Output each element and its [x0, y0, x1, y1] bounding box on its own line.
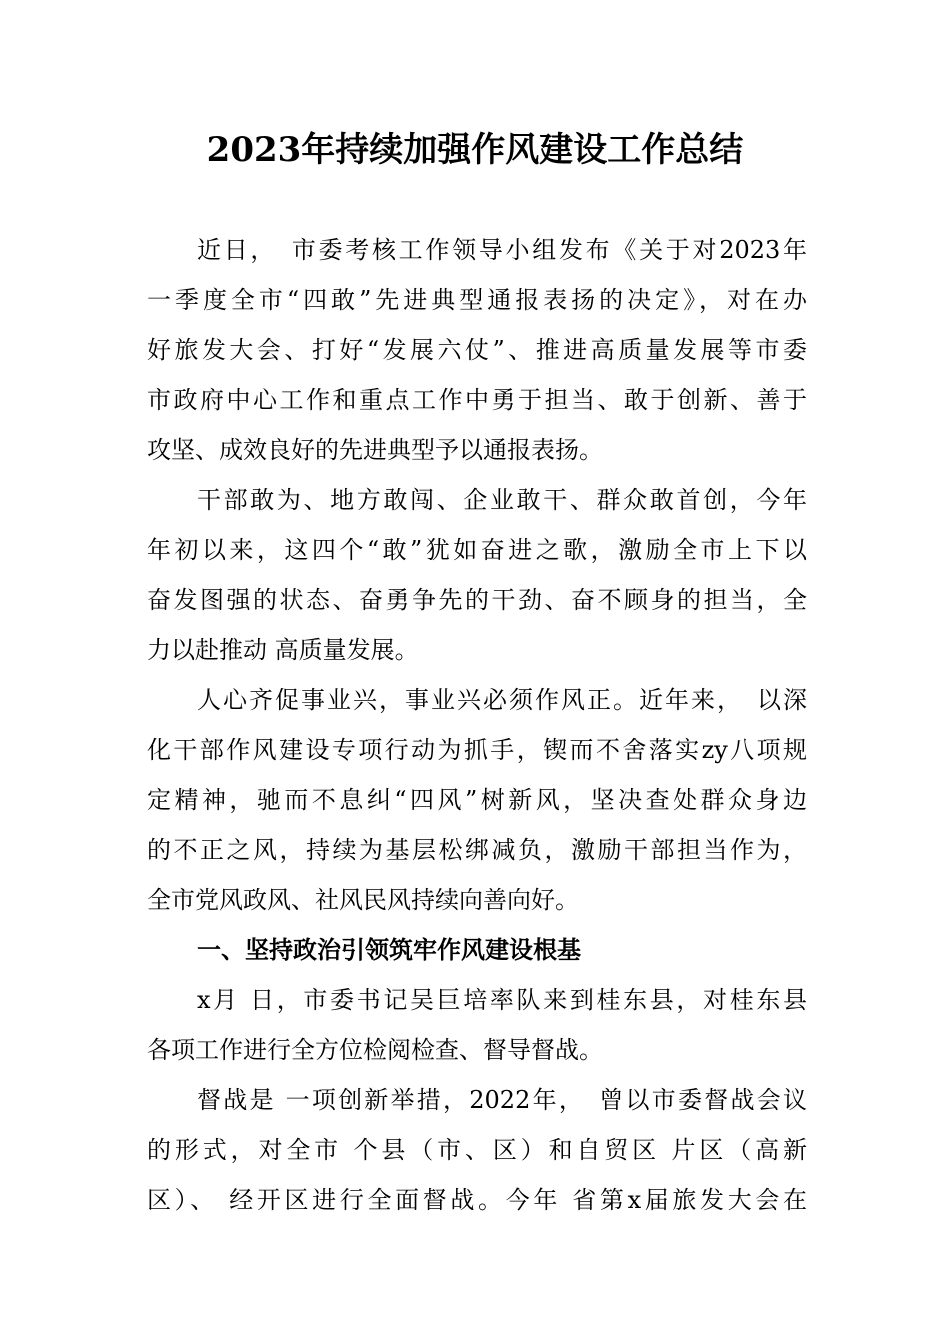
section-heading: 一、坚持政治引领筑牢作风建设根基	[197, 936, 581, 964]
paragraph-line: 攻坚、成效良好的先进典型予以通报表扬。	[147, 436, 603, 464]
paragraph-line: 的不正之风，持续为基层松绑减负，激励干部担当作为，	[147, 836, 807, 864]
paragraph-line: 督战是 一项创新举措，2022年， 曾以市委督战会议	[197, 1086, 807, 1114]
document-title: 2023年持续加强作风建设工作总结	[206, 130, 744, 170]
paragraph-line: x月 日，市委书记吴巨培率队来到桂东县，对桂东县	[197, 986, 807, 1014]
paragraph-line: 化干部作风建设专项行动为抓手，锲而不舍落实zy八项规	[147, 736, 807, 764]
paragraph-line: 市政府中心工作和重点工作中勇于担当、敢于创新、善于	[147, 386, 807, 414]
paragraph-line: 区）、 经开区进行全面督战。今年 省第x届旅发大会在	[147, 1186, 807, 1214]
paragraph-line: 力以赴推动 高质量发展。	[147, 636, 419, 664]
paragraph-line: 年初以来，这四个“敢”犹如奋进之歌，激励全市上下以	[147, 536, 807, 564]
paragraph-line: 全市党风政风、社风民风持续向善向好。	[147, 886, 579, 914]
paragraph-line: 好旅发大会、打好“发展六仗”、推进高质量发展等市委	[147, 336, 807, 364]
paragraph-line: 干部敢为、地方敢闯、企业敢干、群众敢首创，今年	[197, 486, 807, 514]
paragraph-line: 人心齐促事业兴，事业兴必须作风正。近年来， 以深	[197, 686, 807, 714]
paragraph-line: 的形式，对全市 个县（市、区）和自贸区 片区（高新	[147, 1136, 807, 1164]
paragraph-line: 各项工作进行全方位检阅检查、督导督战。	[147, 1036, 603, 1064]
paragraph-line: 近日， 市委考核工作领导小组发布《关于对2023年	[197, 236, 807, 264]
paragraph-line: 奋发图强的状态、奋勇争先的干劲、奋不顾身的担当，全	[147, 586, 807, 614]
paragraph-line: 定精神，驰而不息纠“四风”树新风，坚决查处群众身边	[147, 786, 807, 814]
paragraph-line: 一季度全市“四敢”先进典型通报表扬的决定》，对在办	[147, 286, 807, 314]
